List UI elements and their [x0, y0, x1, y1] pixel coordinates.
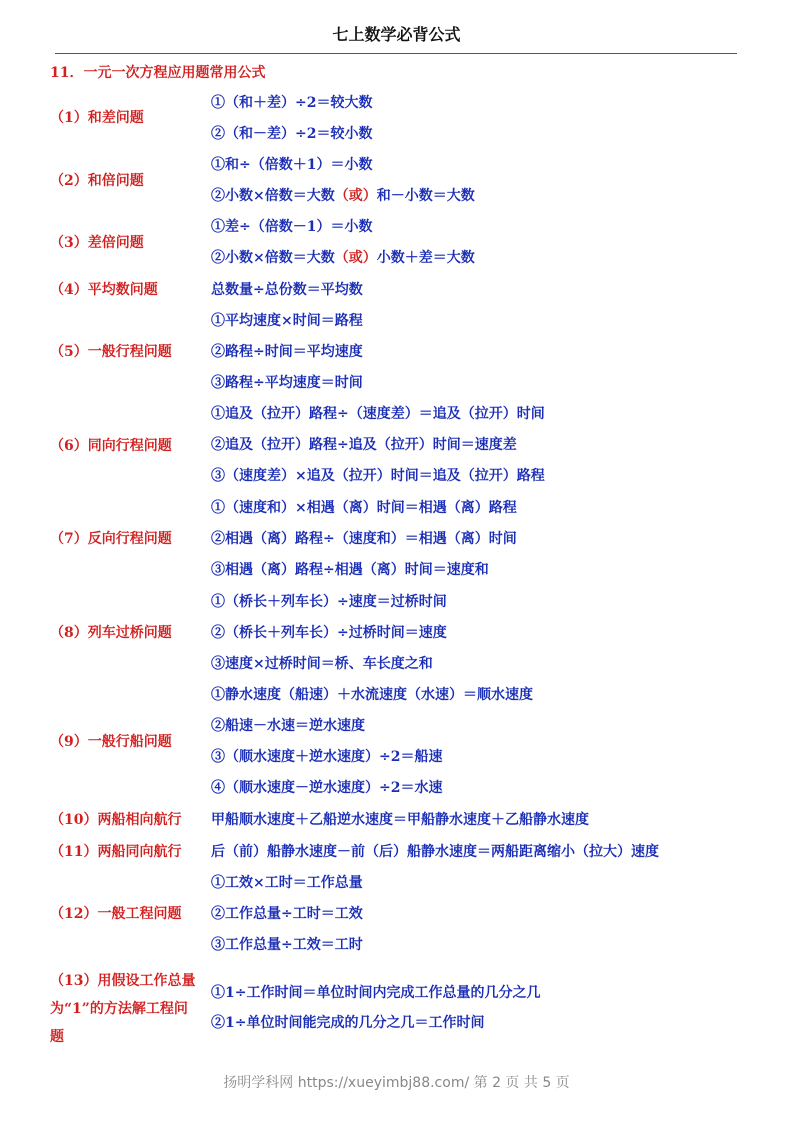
formula-line: ②相遇（离）路程÷（速度和）＝相遇（离）时间: [211, 531, 517, 547]
formula-line: ①（桥长＋列车长）÷速度＝过桥时间: [211, 594, 447, 610]
formula-line: ①和÷（倍数＋1）＝小数: [211, 157, 373, 173]
label-sum-difference: （1）和差问题: [50, 110, 144, 126]
formula-line: ②1÷单位时间能完成的几分之几＝工作时间: [211, 1015, 485, 1031]
header-divider: [55, 53, 737, 54]
formula-line: ③（速度差）×追及（拉开）时间＝追及（拉开）路程: [211, 468, 545, 484]
formula-line: ①1÷工作时间＝单位时间内完成工作总量的几分之几: [211, 985, 541, 1001]
label-same-direction-travel: （6）同向行程问题: [50, 438, 172, 454]
formula-line: ③相遇（离）路程÷相遇（离）时间＝速度和: [211, 562, 489, 578]
label-two-boats-same: （11）两船同向航行: [50, 844, 182, 860]
label-difference-multiple: （3）差倍问题: [50, 235, 144, 251]
formula-line: ②路程÷时间＝平均速度: [211, 344, 363, 360]
label-general-travel: （5）一般行程问题: [50, 344, 172, 360]
formula-line: ①（速度和）×相遇（离）时间＝相遇（离）路程: [211, 500, 517, 516]
formula-line: ①（和＋差）÷2＝较大数: [211, 95, 373, 111]
formula-line: ②（桥长＋列车长）÷过桥时间＝速度: [211, 625, 447, 641]
or-marker: （或）: [334, 250, 377, 266]
formula-line: ③路程÷平均速度＝时间: [211, 375, 363, 391]
formula-line: ②工作总量÷工时＝工效: [211, 906, 363, 922]
or-marker: （或）: [334, 188, 377, 204]
formula-line: 总数量÷总份数＝平均数: [211, 282, 363, 298]
label-two-boats-toward: （10）两船相向航行: [50, 812, 182, 828]
formula-line: ①平均速度×时间＝路程: [211, 313, 363, 329]
formula-line: ③工作总量÷工效＝工时: [211, 937, 363, 953]
formula-line: ①工效×工时＝工作总量: [211, 875, 363, 891]
formula-line: ③速度×过桥时间＝桥、车长度之和: [211, 656, 433, 672]
label-average: （4）平均数问题: [50, 282, 158, 298]
formula-line-mixed: [211, 186, 475, 206]
formula-line: ②（和－差）÷2＝较小数: [211, 126, 373, 142]
formula-line-mixed: [211, 248, 475, 268]
formula-part: 小数＋差＝大数: [376, 250, 475, 266]
section-title: 11．一元一次方程应用题常用公式: [50, 65, 266, 81]
formula-line: ④（顺水速度－逆水速度）÷2＝水速: [211, 780, 443, 796]
label-train-bridge: （8）列车过桥问题: [50, 625, 172, 641]
label-sum-multiple: （2）和倍问题: [50, 173, 144, 189]
formula-line: ①静水速度（船速）＋水流速度（水速）＝顺水速度: [211, 687, 533, 703]
formula-part: ②小数×倍数＝大数: [211, 188, 335, 204]
label-opposite-direction-travel: （7）反向行程问题: [50, 531, 172, 547]
label-boat-travel: （9）一般行船问题: [50, 734, 172, 750]
formula-line: 甲船顺水速度＋乙船逆水速度＝甲船静水速度＋乙船静水速度: [211, 812, 589, 828]
formula-line: ③（顺水速度＋逆水速度）÷2＝船速: [211, 749, 443, 765]
formula-line: 后（前）船静水速度－前（后）船静水速度＝两船距离缩小（拉大）速度: [211, 844, 659, 860]
page-footer: 扬明学科网 https://xueyimbj88.com/ 第 2 页 共 5 页: [223, 1075, 570, 1091]
formula-line: ①差÷（倍数－1）＝小数: [211, 219, 373, 235]
formula-part: 和－小数＝大数: [376, 188, 475, 204]
formula-part: ②小数×倍数＝大数: [211, 250, 335, 266]
formula-line: ①追及（拉开）路程÷（速度差）＝追及（拉开）时间: [211, 406, 545, 422]
label-work-assume-one: （13）用假设工作总量为“1”的方法解工程问题: [50, 973, 196, 1045]
page-header-title: 七上数学必背公式: [332, 25, 461, 44]
formula-line: ②追及（拉开）路程÷追及（拉开）时间＝速度差: [211, 437, 517, 453]
label-general-work: （12）一般工程问题: [50, 906, 182, 922]
formula-line: ②船速－水速＝逆水速度: [211, 718, 365, 734]
